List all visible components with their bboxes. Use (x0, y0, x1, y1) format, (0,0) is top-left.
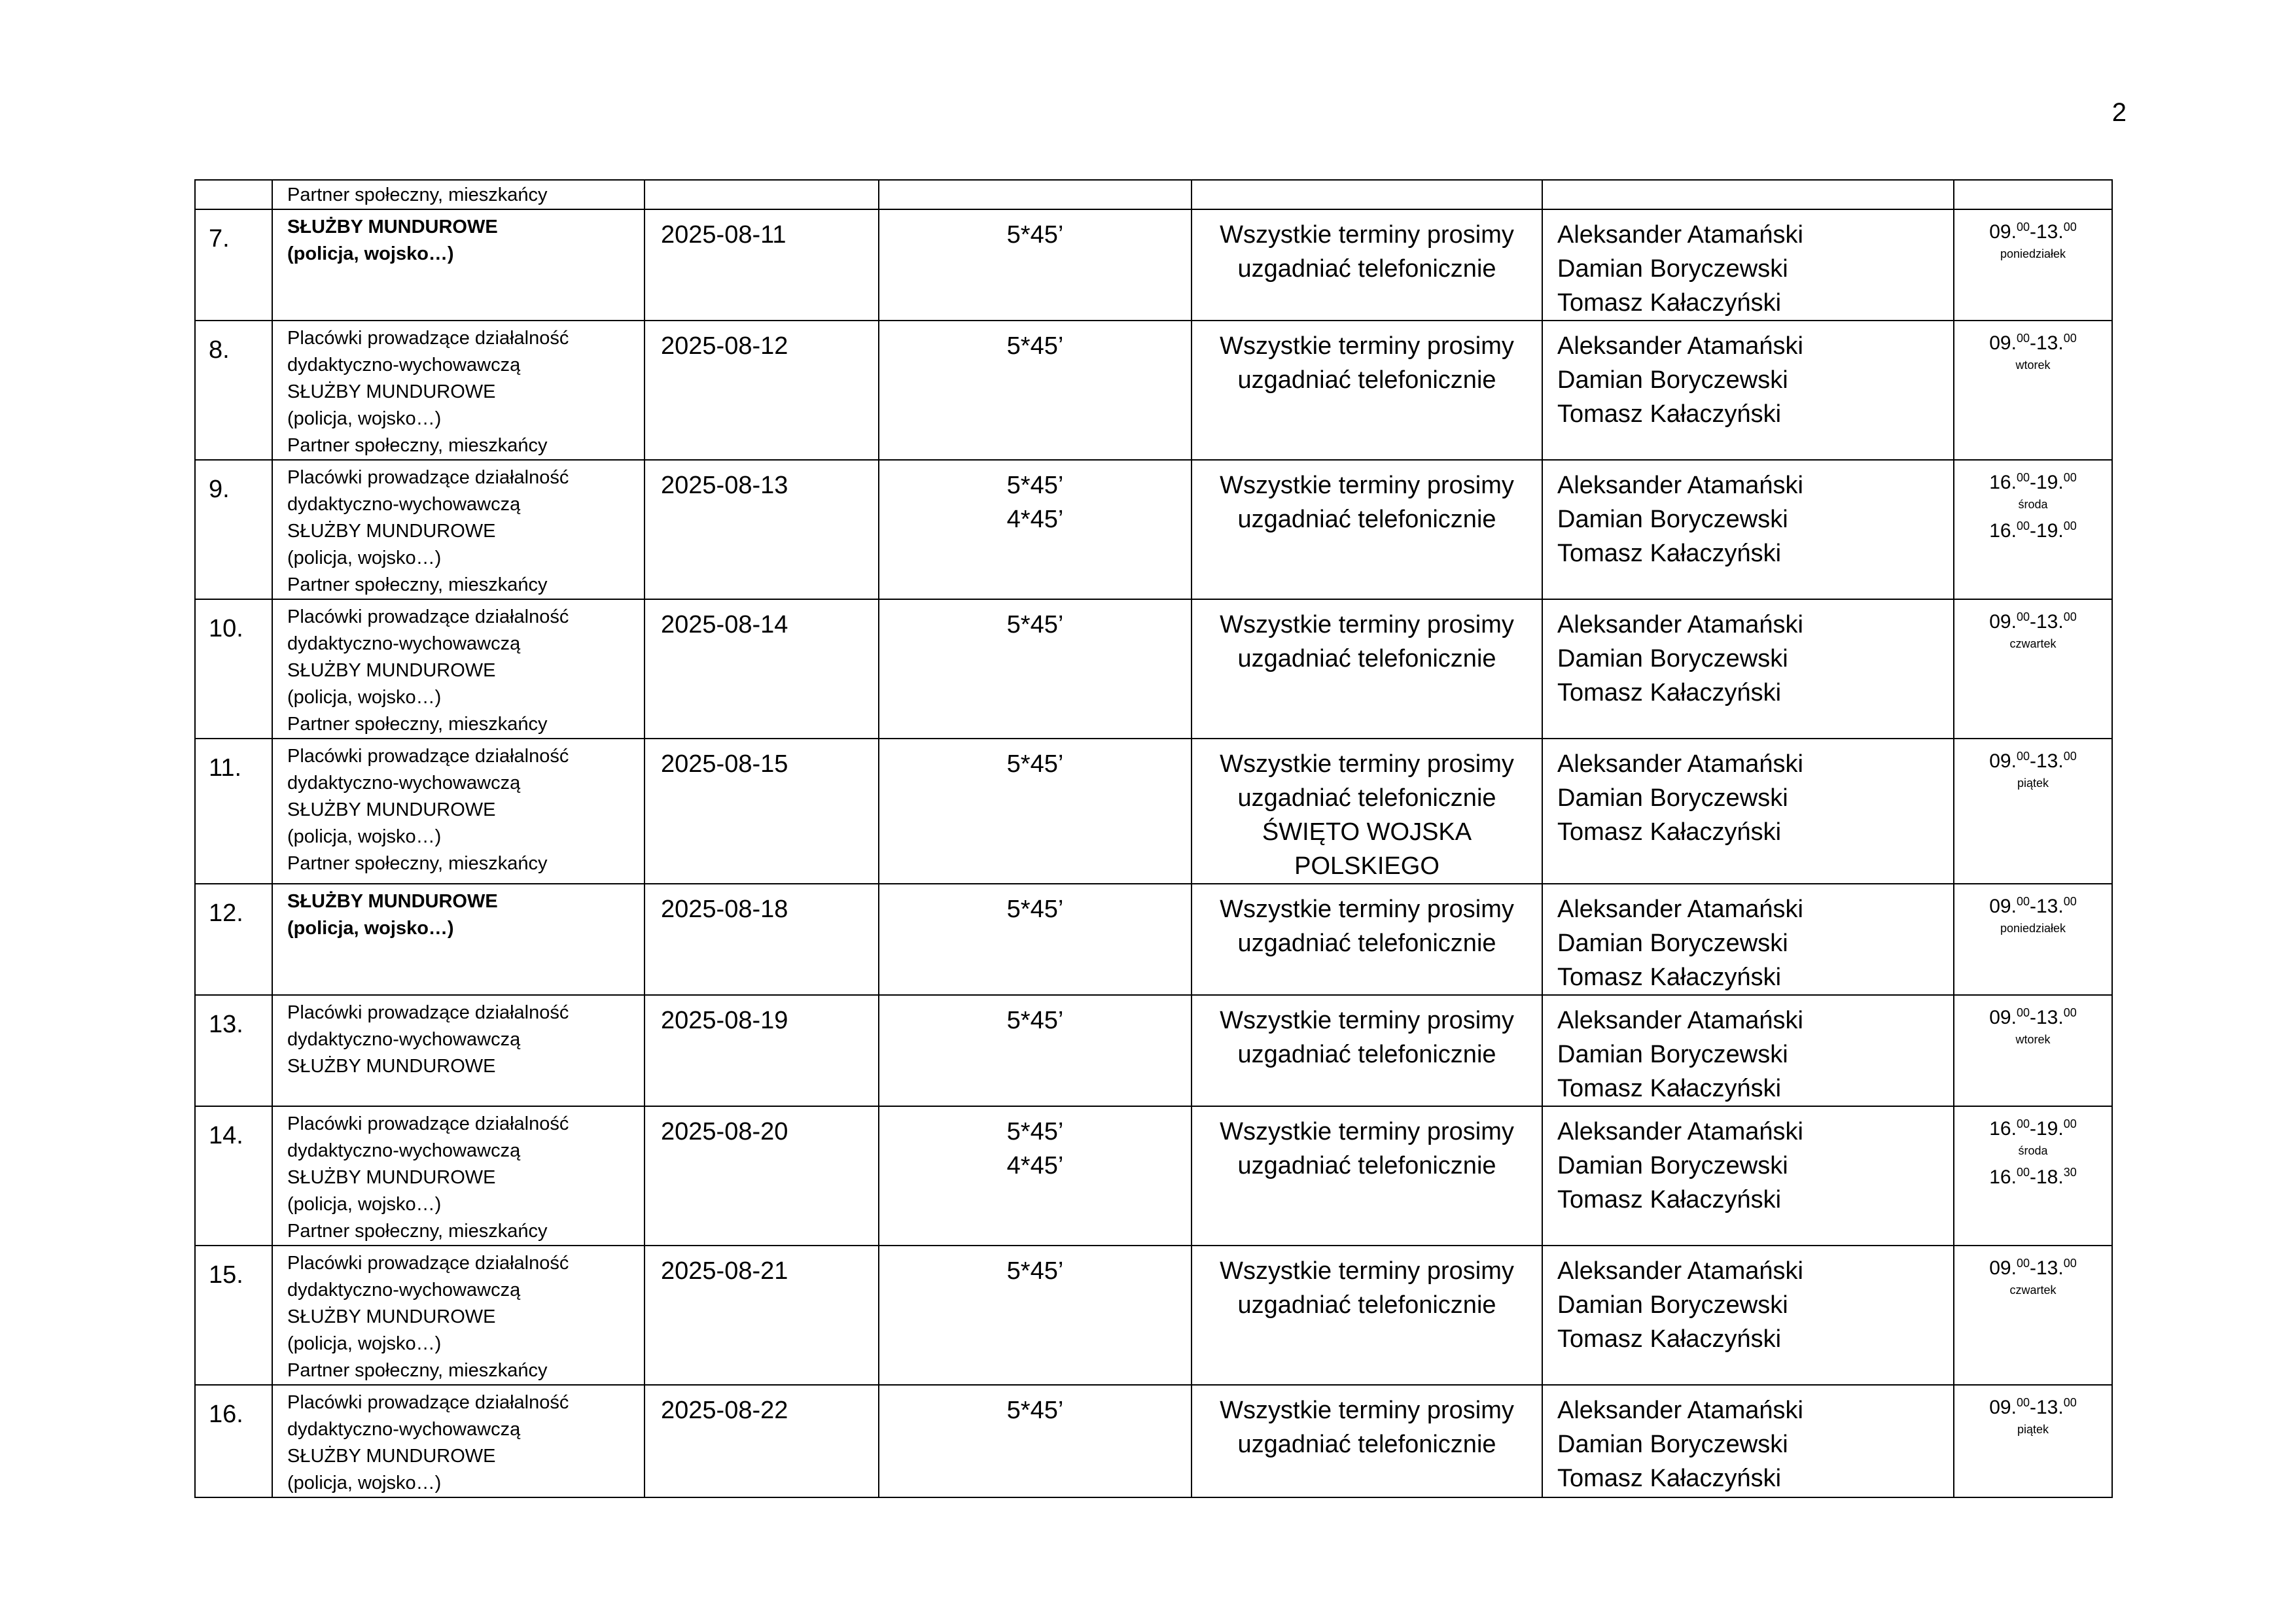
table-row (195, 1246, 2112, 1385)
table-row (195, 1385, 2112, 1497)
note-cell: Wszystkie terminy prosimy uzgadniać telefonicznie (1192, 884, 1542, 995)
time-end-superscript: 00 (2063, 519, 2077, 532)
time-end-superscript: 30 (2063, 1166, 2077, 1179)
target-group: Placówki prowadzące działalność dydaktyczno-wychowawczą SŁUŻBY MUNDUROWE (policja, wojsko…) Partner społeczny, mieszkańcy (272, 1246, 645, 1385)
time-cell (1954, 321, 2112, 460)
row-number: 15. (195, 1246, 272, 1385)
time-start-superscript: 00 (2016, 1166, 2030, 1179)
table-row-continuation (195, 180, 2112, 209)
hours-cell: 5*45’ (879, 209, 1192, 321)
staff-cell (1542, 180, 1954, 209)
time-end-superscript: 00 (2063, 750, 2077, 763)
hours-cell: 5*45’ (879, 599, 1192, 739)
time-range-secondary: 16.00-19.00 (1989, 519, 2077, 542)
time-range: 09.00-13.00 (1989, 750, 2077, 772)
note-cell: Wszystkie terminy prosimy uzgadniać telefonicznie (1192, 1385, 1542, 1497)
table-row (195, 1106, 2112, 1246)
time-start-superscript: 00 (2016, 1396, 2030, 1409)
time-end-superscript: 00 (2063, 220, 2077, 234)
staff-cell: Aleksander Atamański Damian Boryczewski Tomasz Kałaczyński (1542, 321, 1954, 460)
row-number: 11. (195, 739, 272, 884)
weekday-label: czwartek (2009, 1283, 2057, 1297)
time-end-superscript: 00 (2063, 332, 2077, 345)
target-group: Placówki prowadzące działalność dydaktyczno-wychowawczą SŁUŻBY MUNDUROWE (policja, wojsko…) Partner społeczny, mieszkańcy (272, 1106, 645, 1246)
date-cell: 2025-08-18 (645, 884, 879, 995)
row-number: 7. (195, 209, 272, 321)
time-end-superscript: 00 (2063, 1396, 2077, 1409)
target-group: SŁUŻBY MUNDUROWE (policja, wojsko…) (272, 884, 645, 995)
time-start-superscript: 00 (2016, 750, 2030, 763)
hours-cell (879, 180, 1192, 209)
date-cell (645, 180, 879, 209)
hours-cell: 5*45’ (879, 995, 1192, 1106)
target-group: Placówki prowadzące działalność dydaktyczno-wychowawczą SŁUŻBY MUNDUROWE (policja, wojsko…) Partner społeczny, mieszkańcy (272, 460, 645, 599)
time-range-secondary: 16.00-18.30 (1989, 1166, 2077, 1188)
weekday-label: wtorek (2015, 358, 2051, 372)
note-cell: Wszystkie terminy prosimy uzgadniać telefonicznie (1192, 321, 1542, 460)
date-cell: 2025-08-22 (645, 1385, 879, 1497)
time-end-superscript: 00 (2063, 1006, 2077, 1019)
staff-cell: Aleksander Atamański Damian Boryczewski Tomasz Kałaczyński (1542, 209, 1954, 321)
table-row (195, 321, 2112, 460)
hours-cell: 5*45’ (879, 321, 1192, 460)
time-range: 16.00-19.00 (1989, 471, 2077, 493)
row-number: 12. (195, 884, 272, 995)
note-cell: Wszystkie terminy prosimy uzgadniać telefonicznie (1192, 1106, 1542, 1246)
page-number: 2 (2111, 98, 2127, 127)
time-start-superscript: 00 (2016, 1257, 2030, 1270)
note-cell: Wszystkie terminy prosimy uzgadniać telefonicznie (1192, 995, 1542, 1106)
date-cell: 2025-08-13 (645, 460, 879, 599)
note-cell: Wszystkie terminy prosimy uzgadniać telefonicznie (1192, 209, 1542, 321)
time-start-superscript: 00 (2016, 519, 2030, 532)
row-number: 13. (195, 995, 272, 1106)
note-cell (1192, 180, 1542, 209)
row-number: 9. (195, 460, 272, 599)
hours-cell: 5*45’ 4*45’ (879, 1106, 1192, 1246)
table-row (195, 884, 2112, 995)
weekday-label: czwartek (2009, 637, 2057, 650)
time-range: 09.00-13.00 (1989, 1257, 2077, 1279)
target-group: Placówki prowadzące działalność dydaktyczno-wychowawczą SŁUŻBY MUNDUROWE (policja, wojsko…) Partner społeczny, mieszkańcy (272, 321, 645, 460)
row-number: 8. (195, 321, 272, 460)
date-cell: 2025-08-11 (645, 209, 879, 321)
note-cell: Wszystkie terminy prosimy uzgadniać telefonicznie (1192, 599, 1542, 739)
hours-cell: 5*45’ (879, 1385, 1192, 1497)
weekday-label: poniedziałek (2000, 922, 2066, 935)
time-start-superscript: 00 (2016, 895, 2030, 908)
date-cell: 2025-08-20 (645, 1106, 879, 1246)
time-start-superscript: 00 (2016, 1117, 2030, 1130)
table-row (195, 995, 2112, 1106)
target-group: Placówki prowadzące działalność dydaktyczno-wychowawczą SŁUŻBY MUNDUROWE (policja, wojsko…) Partner społeczny, mieszkańcy (272, 739, 645, 884)
weekday-label: piątek (2017, 1423, 2049, 1436)
time-cell (1954, 599, 2112, 739)
time-end-superscript: 00 (2063, 610, 2077, 623)
time-cell (1954, 1246, 2112, 1385)
table-row (195, 739, 2112, 884)
time-range: 16.00-19.00 (1989, 1117, 2077, 1140)
row-number: 16. (195, 1385, 272, 1497)
time-start-superscript: 00 (2016, 332, 2030, 345)
weekday-label: piątek (2017, 777, 2049, 790)
table-row (195, 599, 2112, 739)
time-range: 09.00-13.00 (1989, 1006, 2077, 1028)
row-number: 10. (195, 599, 272, 739)
schedule-table (194, 179, 2113, 1498)
hours-cell: 5*45’ 4*45’ (879, 460, 1192, 599)
staff-cell: Aleksander Atamański Damian Boryczewski Tomasz Kałaczyński (1542, 599, 1954, 739)
time-start-superscript: 00 (2016, 220, 2030, 234)
date-cell: 2025-08-19 (645, 995, 879, 1106)
time-end-superscript: 00 (2063, 1257, 2077, 1270)
weekday-label: wtorek (2015, 1033, 2051, 1046)
table-row (195, 209, 2112, 321)
table-row (195, 460, 2112, 599)
staff-cell: Aleksander Atamański Damian Boryczewski Tomasz Kałaczyński (1542, 1385, 1954, 1497)
weekday-label: poniedziałek (2000, 247, 2066, 260)
target-group: SŁUŻBY MUNDUROWE (policja, wojsko…) (272, 209, 645, 321)
staff-cell: Aleksander Atamański Damian Boryczewski Tomasz Kałaczyński (1542, 1246, 1954, 1385)
time-range: 09.00-13.00 (1989, 1396, 2077, 1418)
staff-cell: Aleksander Atamański Damian Boryczewski Tomasz Kałaczyński (1542, 884, 1954, 995)
time-cell (1954, 460, 2112, 599)
hours-cell: 5*45’ (879, 1246, 1192, 1385)
target-group: Placówki prowadzące działalność dydaktyczno-wychowawczą SŁUŻBY MUNDUROWE (policja, wojsko…) Partner społeczny, mieszkańcy (272, 599, 645, 739)
time-start-superscript: 00 (2016, 471, 2030, 484)
time-cell (1954, 739, 2112, 884)
staff-cell: Aleksander Atamański Damian Boryczewski Tomasz Kałaczyński (1542, 739, 1954, 884)
time-range: 09.00-13.00 (1989, 610, 2077, 633)
weekday-label: środa (2018, 1144, 2048, 1157)
time-range: 09.00-13.00 (1989, 895, 2077, 917)
date-cell: 2025-08-21 (645, 1246, 879, 1385)
target-group: Placówki prowadzące działalność dydaktyczno-wychowawczą SŁUŻBY MUNDUROWE (272, 995, 645, 1106)
staff-cell: Aleksander Atamański Damian Boryczewski Tomasz Kałaczyński (1542, 460, 1954, 599)
weekday-label: środa (2018, 498, 2048, 511)
time-end-superscript: 00 (2063, 895, 2077, 908)
time-range: 09.00-13.00 (1989, 332, 2077, 354)
date-cell: 2025-08-12 (645, 321, 879, 460)
time-end-superscript: 00 (2063, 1117, 2077, 1130)
group-cell: Partner społeczny, mieszkańcy (272, 180, 645, 209)
hours-cell: 5*45’ (879, 739, 1192, 884)
time-cell (1954, 884, 2112, 995)
time-cell (1954, 180, 2112, 209)
time-cell (1954, 995, 2112, 1106)
note-cell: Wszystkie terminy prosimy uzgadniać telefonicznie (1192, 460, 1542, 599)
note-cell: Wszystkie terminy prosimy uzgadniać telefonicznie (1192, 1246, 1542, 1385)
no-cell (195, 180, 272, 209)
row-number: 14. (195, 1106, 272, 1246)
staff-cell: Aleksander Atamański Damian Boryczewski Tomasz Kałaczyński (1542, 995, 1954, 1106)
hours-cell: 5*45’ (879, 884, 1192, 995)
time-start-superscript: 00 (2016, 1006, 2030, 1019)
date-cell: 2025-08-14 (645, 599, 879, 739)
time-cell (1954, 1106, 2112, 1246)
staff-cell: Aleksander Atamański Damian Boryczewski Tomasz Kałaczyński (1542, 1106, 1954, 1246)
time-start-superscript: 00 (2016, 610, 2030, 623)
note-cell: Wszystkie terminy prosimy uzgadniać telefonicznie ŚWIĘTO WOJSKA POLSKIEGO (1192, 739, 1542, 884)
time-range: 09.00-13.00 (1989, 220, 2077, 243)
date-cell: 2025-08-15 (645, 739, 879, 884)
time-end-superscript: 00 (2063, 471, 2077, 484)
target-group: Placówki prowadzące działalność dydaktyczno-wychowawczą SŁUŻBY MUNDUROWE (policja, wojsko…) (272, 1385, 645, 1497)
time-cell (1954, 1385, 2112, 1497)
time-cell (1954, 209, 2112, 321)
